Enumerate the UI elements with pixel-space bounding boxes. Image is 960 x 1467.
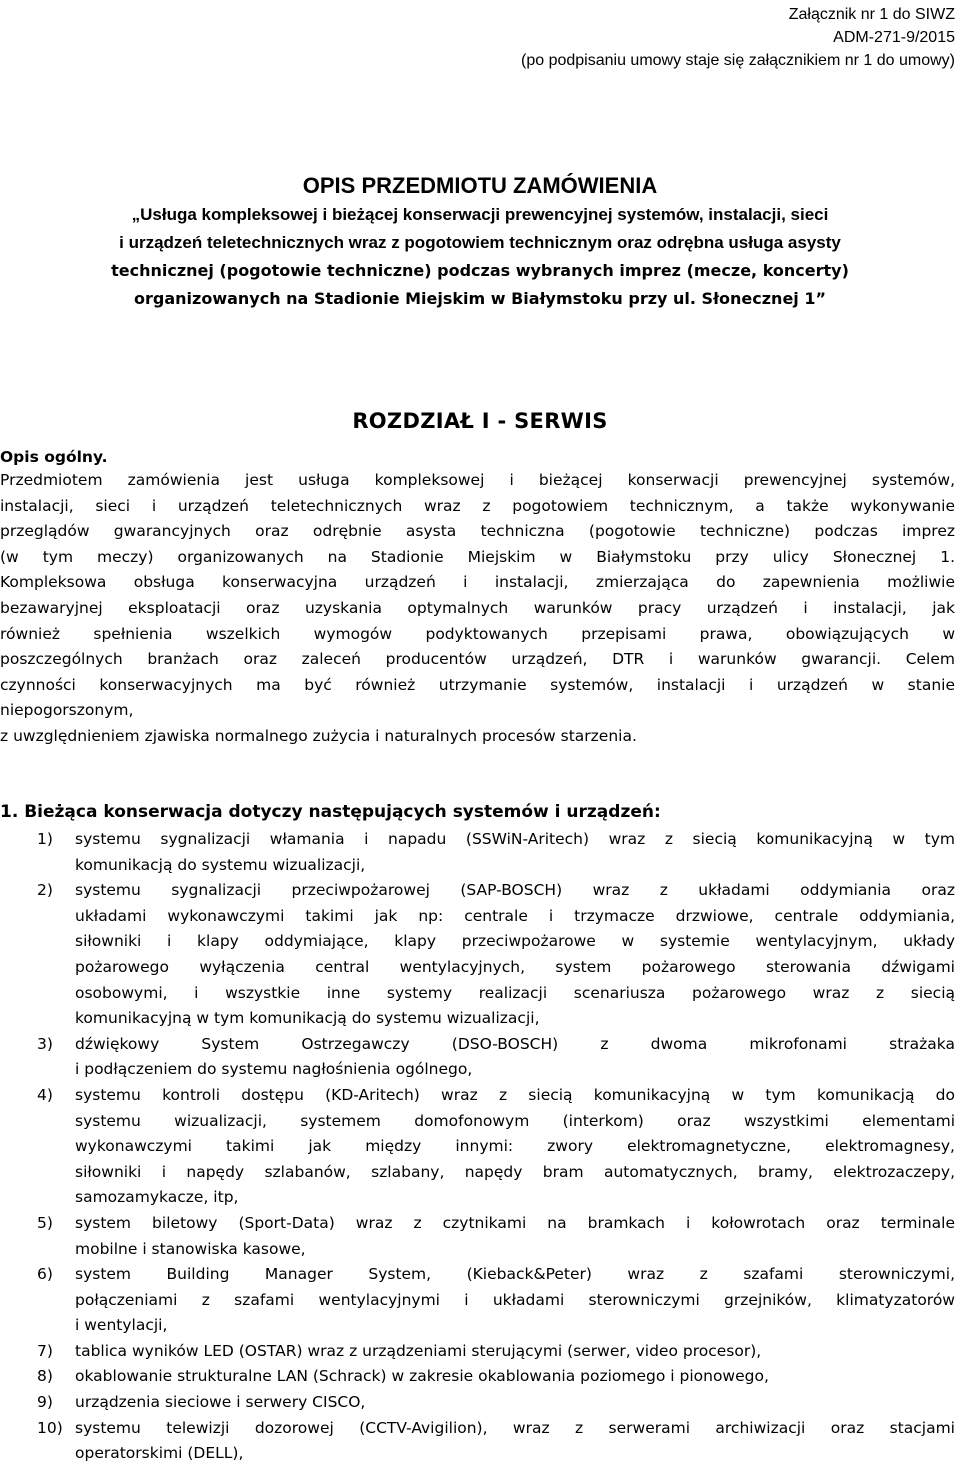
reference-number: ADM-271-9/2015	[833, 29, 955, 46]
systems-list	[0, 827, 955, 1467]
list-item-number: 10)	[37, 1418, 63, 1437]
section-1-heading: 1. Bieżąca konserwacja dotyczy następujących systemów i urządzeń:	[0, 802, 661, 822]
subtitle-line: organizowanych na Stadionie Miejskim w Białymstoku przy ul. Słonecznej 1”	[134, 289, 826, 308]
list-item-line: systemu telewizji dozorowej (CCTV-Avigilion), wraz z serwerami archiwizacji oraz stacjami	[75, 1418, 955, 1437]
list-item-line: system biletowy (Sport-Data) wraz z czytnikami na bramkach i kołowrotach oraz terminale	[75, 1213, 955, 1232]
list-item-number: 4)	[37, 1085, 53, 1104]
list-item-line: wykonawczymi takimi jak między innymi: zwory elektromagnetyczne, elektromagnesy,	[75, 1137, 955, 1156]
paragraph-line: Przedmiotem zamówienia jest usługa kompleksowej i bieżącej konserwacji prewencyjnej systemów,	[0, 471, 955, 489]
list-item-number: 3)	[37, 1034, 53, 1053]
list-item-line: dźwiękowy System Ostrzegawczy (DSO-BOSCH) z dwoma mikrofonami strażaka	[75, 1034, 955, 1053]
list-item	[0, 1364, 955, 1390]
list-item	[0, 827, 955, 878]
list-item	[0, 1416, 955, 1467]
paragraph-line: instalacji, sieci i urządzeń teletechnicznych wraz z pogotowiem technicznym, a także wykonywanie	[0, 496, 955, 515]
paragraph-line: czynności konserwacyjnych ma być również utrzymanie systemów, instalacji i urządzeń w stanie	[0, 675, 955, 694]
list-item	[0, 1211, 955, 1262]
list-item-number: 2)	[37, 881, 53, 900]
list-item-line: układami wykonawczymi takimi jak np: centrale i trzymacze drzwiowe, centrale oddymiania,	[75, 906, 955, 925]
paragraph-line: niepogorszonym,	[0, 701, 134, 720]
list-item-line: i wentylacji,	[75, 1316, 168, 1335]
list-item-line: mobilne i stanowiska kasowe,	[75, 1239, 306, 1258]
paragraph-line: poszczególnych branżach oraz zaleceń producentów urządzeń, DTR i warunków gwarancji. Celem	[0, 650, 955, 669]
list-item-line: połączeniami z szafami wentylacyjnymi i układami sterowniczymi grzejników, klimatyzatorów	[75, 1290, 955, 1309]
attachment-number: Załącznik nr 1 do SIWZ	[788, 6, 955, 23]
subtitle-line: i urządzeń teletechnicznych wraz z pogotowiem technicznym oraz odrębna usługa asysty	[119, 233, 841, 252]
list-item-line: komunikacyjną w tym komunikacją do systemu wizualizacji,	[75, 1009, 540, 1028]
list-item-number: 5)	[37, 1213, 53, 1232]
list-item-line: siłowniki i napędy szlabanów, szlabany, napędy bram automatycznych, bramy, elektrozaczepy,	[75, 1162, 955, 1181]
list-item-line: pożarowego wyłączenia central wentylacyjnych, system pożarowego sterowania dźwigami	[75, 957, 955, 976]
paragraph-line: przeglądów gwarancyjnych oraz odrębnie asysta techniczna (pogotowie techniczne) podczas imprez	[0, 522, 955, 541]
list-item-line: okablowanie strukturalne LAN (Schrack) w zakresie okablowania poziomego i pionowego,	[75, 1367, 769, 1386]
list-item-line: siłowniki i klapy oddymiające, klapy przeciwpożarowe w systemie wentylacyjnym, układy	[75, 932, 955, 951]
subtitle-part-b	[0, 257, 960, 313]
paragraph-line: Kompleksowa obsługa konserwacyjna urządzeń i instalacji, zmierzająca do zapewnienia możliwie	[0, 573, 955, 592]
subtitle-part-a	[0, 201, 960, 257]
chapter-heading: ROZDZIAŁ I - SERWIS	[352, 409, 608, 433]
subtitle-line: „Usługa kompleksowej i bieżącej konserwacji prewencyjnej systemów, instalacji, sieci	[131, 205, 829, 224]
list-item	[0, 1032, 955, 1083]
list-item-number: 6)	[37, 1265, 53, 1284]
list-item-line: tablica wyników LED (OSTAR) wraz z urządzeniami sterującymi (serwer, video procesor),	[75, 1341, 762, 1360]
list-item-line: i podłączeniem do systemu nagłośnienia ogólnego,	[75, 1060, 473, 1079]
general-heading: Opis ogólny.	[0, 448, 108, 466]
list-item	[0, 1339, 955, 1365]
general-paragraph	[0, 468, 955, 750]
paragraph-line: z uwzględnieniem zjawiska normalnego zużycia i naturalnych procesów starzenia.	[0, 726, 637, 745]
paragraph-line: bezawaryjnej eksploatacji oraz uzyskania optymalnych warunków pracy urządzeń i instalacji, jak	[0, 598, 955, 617]
attachment-header	[521, 3, 955, 72]
list-item-number: 8)	[37, 1367, 53, 1386]
list-item-line: samozamykacze, itp,	[75, 1188, 239, 1207]
list-item-line: systemu sygnalizacji włamania i napadu (SSWiN-Aritech) wraz z siecią komunikacyjną w tym	[75, 830, 955, 848]
attachment-note: (po podpisaniu umowy staje się załącznikiem nr 1 do umowy)	[521, 52, 955, 69]
list-item-line: operatorskimi (DELL),	[75, 1444, 244, 1463]
paragraph-line: (w tym meczy) organizowanych na Stadionie Miejskim w Białymstoku przy ulicy Słonecznej 1.	[0, 547, 955, 566]
list-item-line: osobowymi, i wszystkie inne systemy realizacji scenariusza pożarowego wraz z siecią	[75, 983, 955, 1002]
paragraph-line: również spełnienia wszelkich wymogów podyktowanych przepisami prawa, obowiązujących w	[0, 624, 955, 643]
list-item-number: 1)	[37, 830, 53, 848]
list-item-line: komunikacją do systemu wizualizacji,	[75, 855, 366, 874]
list-item-number: 9)	[37, 1393, 53, 1412]
document-title: OPIS PRZEDMIOTU ZAMÓWIENIA	[302, 173, 658, 198]
list-item-number: 7)	[37, 1341, 53, 1360]
list-item	[0, 1390, 955, 1416]
list-item	[0, 878, 955, 1032]
list-item-line: systemu sygnalizacji przeciwpożarowej (SAP-BOSCH) wraz z układami oddymiania oraz	[75, 881, 955, 900]
list-item-line: urządzenia sieciowe i serwery CISCO,	[75, 1393, 366, 1412]
list-item	[0, 1262, 955, 1339]
list-item-line: systemu wizualizacji, systemem domofonowym (interkom) oraz wszystkimi elementami	[75, 1111, 955, 1130]
list-item-line: systemu kontroli dostępu (KD-Aritech) wraz z siecią komunikacyjną w tym komunikacją do	[75, 1085, 955, 1104]
list-item	[0, 1083, 955, 1211]
subtitle-line: technicznej (pogotowie techniczne) podczas wybranych imprez (mecze, koncerty)	[111, 261, 849, 280]
list-item-line: system Building Manager System, (Kieback&Peter) wraz z szafami sterowniczymi,	[75, 1265, 955, 1284]
